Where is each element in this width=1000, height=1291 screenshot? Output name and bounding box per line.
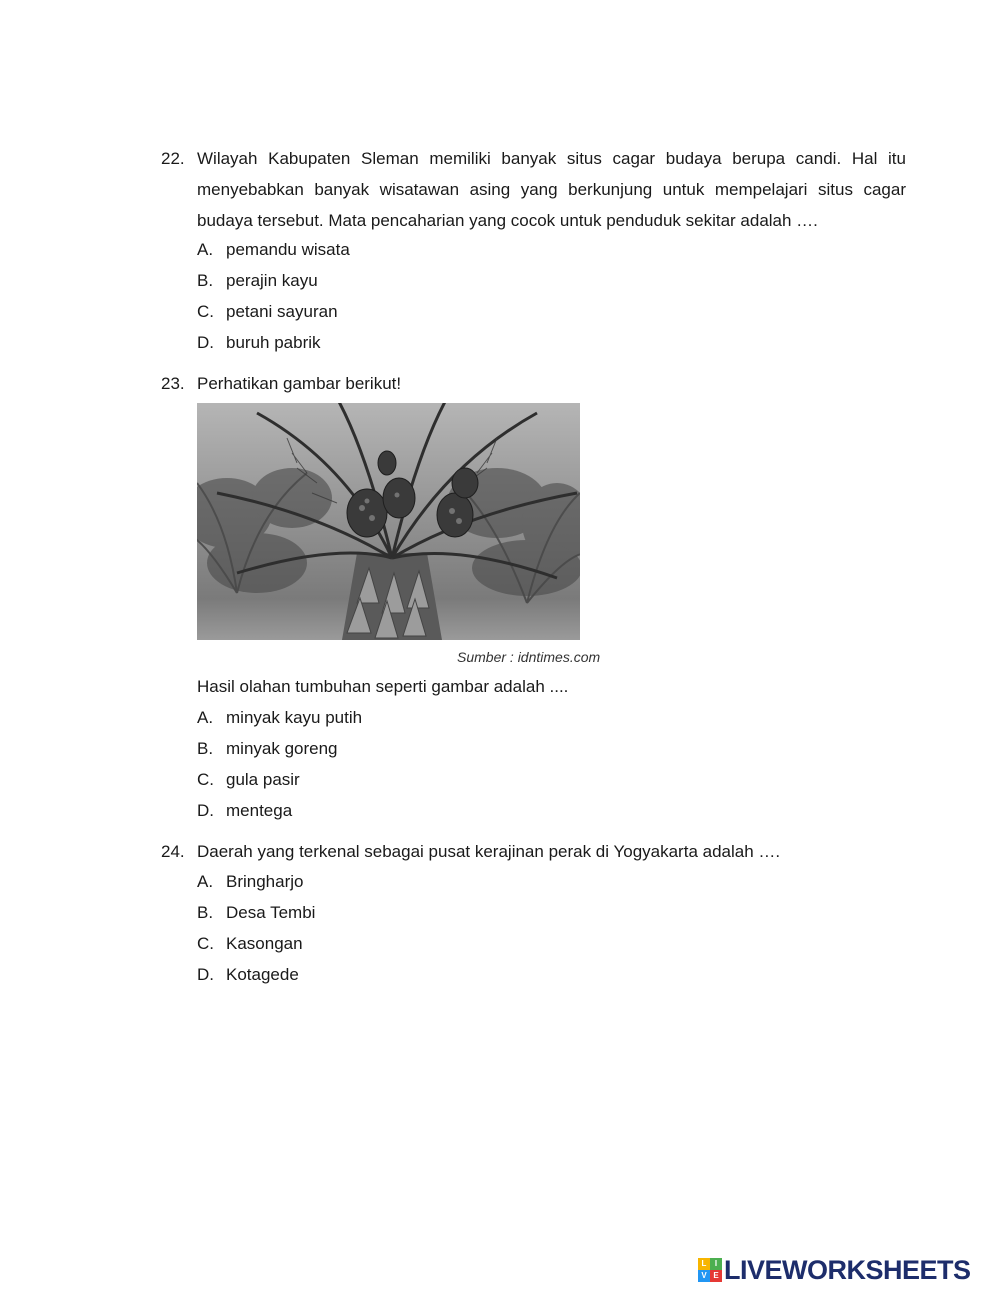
option-a[interactable] xyxy=(197,702,362,733)
option-a[interactable] xyxy=(197,234,350,265)
option-a[interactable] xyxy=(197,866,304,897)
question-number: 22. xyxy=(161,149,185,168)
option-text: minyak goreng xyxy=(226,739,338,758)
logo-mark-tile: E xyxy=(710,1270,722,1282)
question-number: 23. xyxy=(161,374,185,393)
option-d[interactable] xyxy=(197,327,321,358)
logo-mark-tile: V xyxy=(698,1270,710,1282)
option-text: Bringharjo xyxy=(226,872,304,891)
question-text: Perhatikan gambar berikut! xyxy=(197,374,402,393)
option-d[interactable] xyxy=(197,959,299,990)
option-text: mentega xyxy=(226,801,293,820)
option-letter: B. xyxy=(197,271,214,290)
option-letter: B. xyxy=(197,739,214,758)
option-b[interactable] xyxy=(197,265,318,296)
option-text: perajin kayu xyxy=(226,271,318,290)
image-caption: Sumber : idntimes.com xyxy=(457,649,601,665)
logo-mark-tile: L xyxy=(698,1258,710,1270)
option-c[interactable] xyxy=(197,296,338,327)
option-text: Kasongan xyxy=(226,934,303,953)
option-letter: D. xyxy=(197,333,214,352)
option-b[interactable] xyxy=(197,733,338,764)
question-text: Daerah yang terkenal sebagai pusat kerajinan perak di Yogyakarta adalah …. xyxy=(197,842,781,861)
question-text: Wilayah Kabupaten Sleman memiliki banyak situs cagar budaya berupa candi. Hal itu menyebabkan banyak wisatawan asing yang berkunjung untuk mempelajari situs cagar budaya tersebut. Mata pencaharian yang cocok untuk penduduk sekitar adalah …. xyxy=(197,149,906,230)
option-c[interactable] xyxy=(197,928,303,959)
option-text: buruh pabrik xyxy=(226,333,321,352)
option-letter: A. xyxy=(197,872,214,891)
option-letter: A. xyxy=(197,240,214,259)
question-prompt: Hasil olahan tumbuhan seperti gambar adalah .... xyxy=(197,677,569,696)
option-d[interactable] xyxy=(197,795,292,826)
option-letter: C. xyxy=(197,302,214,321)
liveworksheets-logo[interactable] xyxy=(698,1255,971,1285)
option-letter: C. xyxy=(197,770,214,789)
option-text: minyak kayu putih xyxy=(226,708,363,727)
option-letter: C. xyxy=(197,934,214,953)
logo-mark-icon xyxy=(698,1258,722,1282)
option-text: petani sayuran xyxy=(226,302,338,321)
oil-palm-photo xyxy=(197,403,580,640)
option-letter: D. xyxy=(197,965,214,984)
option-letter: A. xyxy=(197,708,214,727)
option-text: pemandu wisata xyxy=(226,240,350,259)
option-letter: B. xyxy=(197,903,214,922)
option-letter: D. xyxy=(197,801,214,820)
option-text: gula pasir xyxy=(226,770,300,789)
logo-text: LIVEWORKSHEETS xyxy=(724,1254,971,1285)
option-b[interactable] xyxy=(197,897,315,928)
option-c[interactable] xyxy=(197,764,300,795)
question-number: 24. xyxy=(161,842,185,861)
logo-mark-tile: I xyxy=(710,1258,722,1270)
option-text: Kotagede xyxy=(226,965,299,984)
option-text: Desa Tembi xyxy=(226,903,316,922)
